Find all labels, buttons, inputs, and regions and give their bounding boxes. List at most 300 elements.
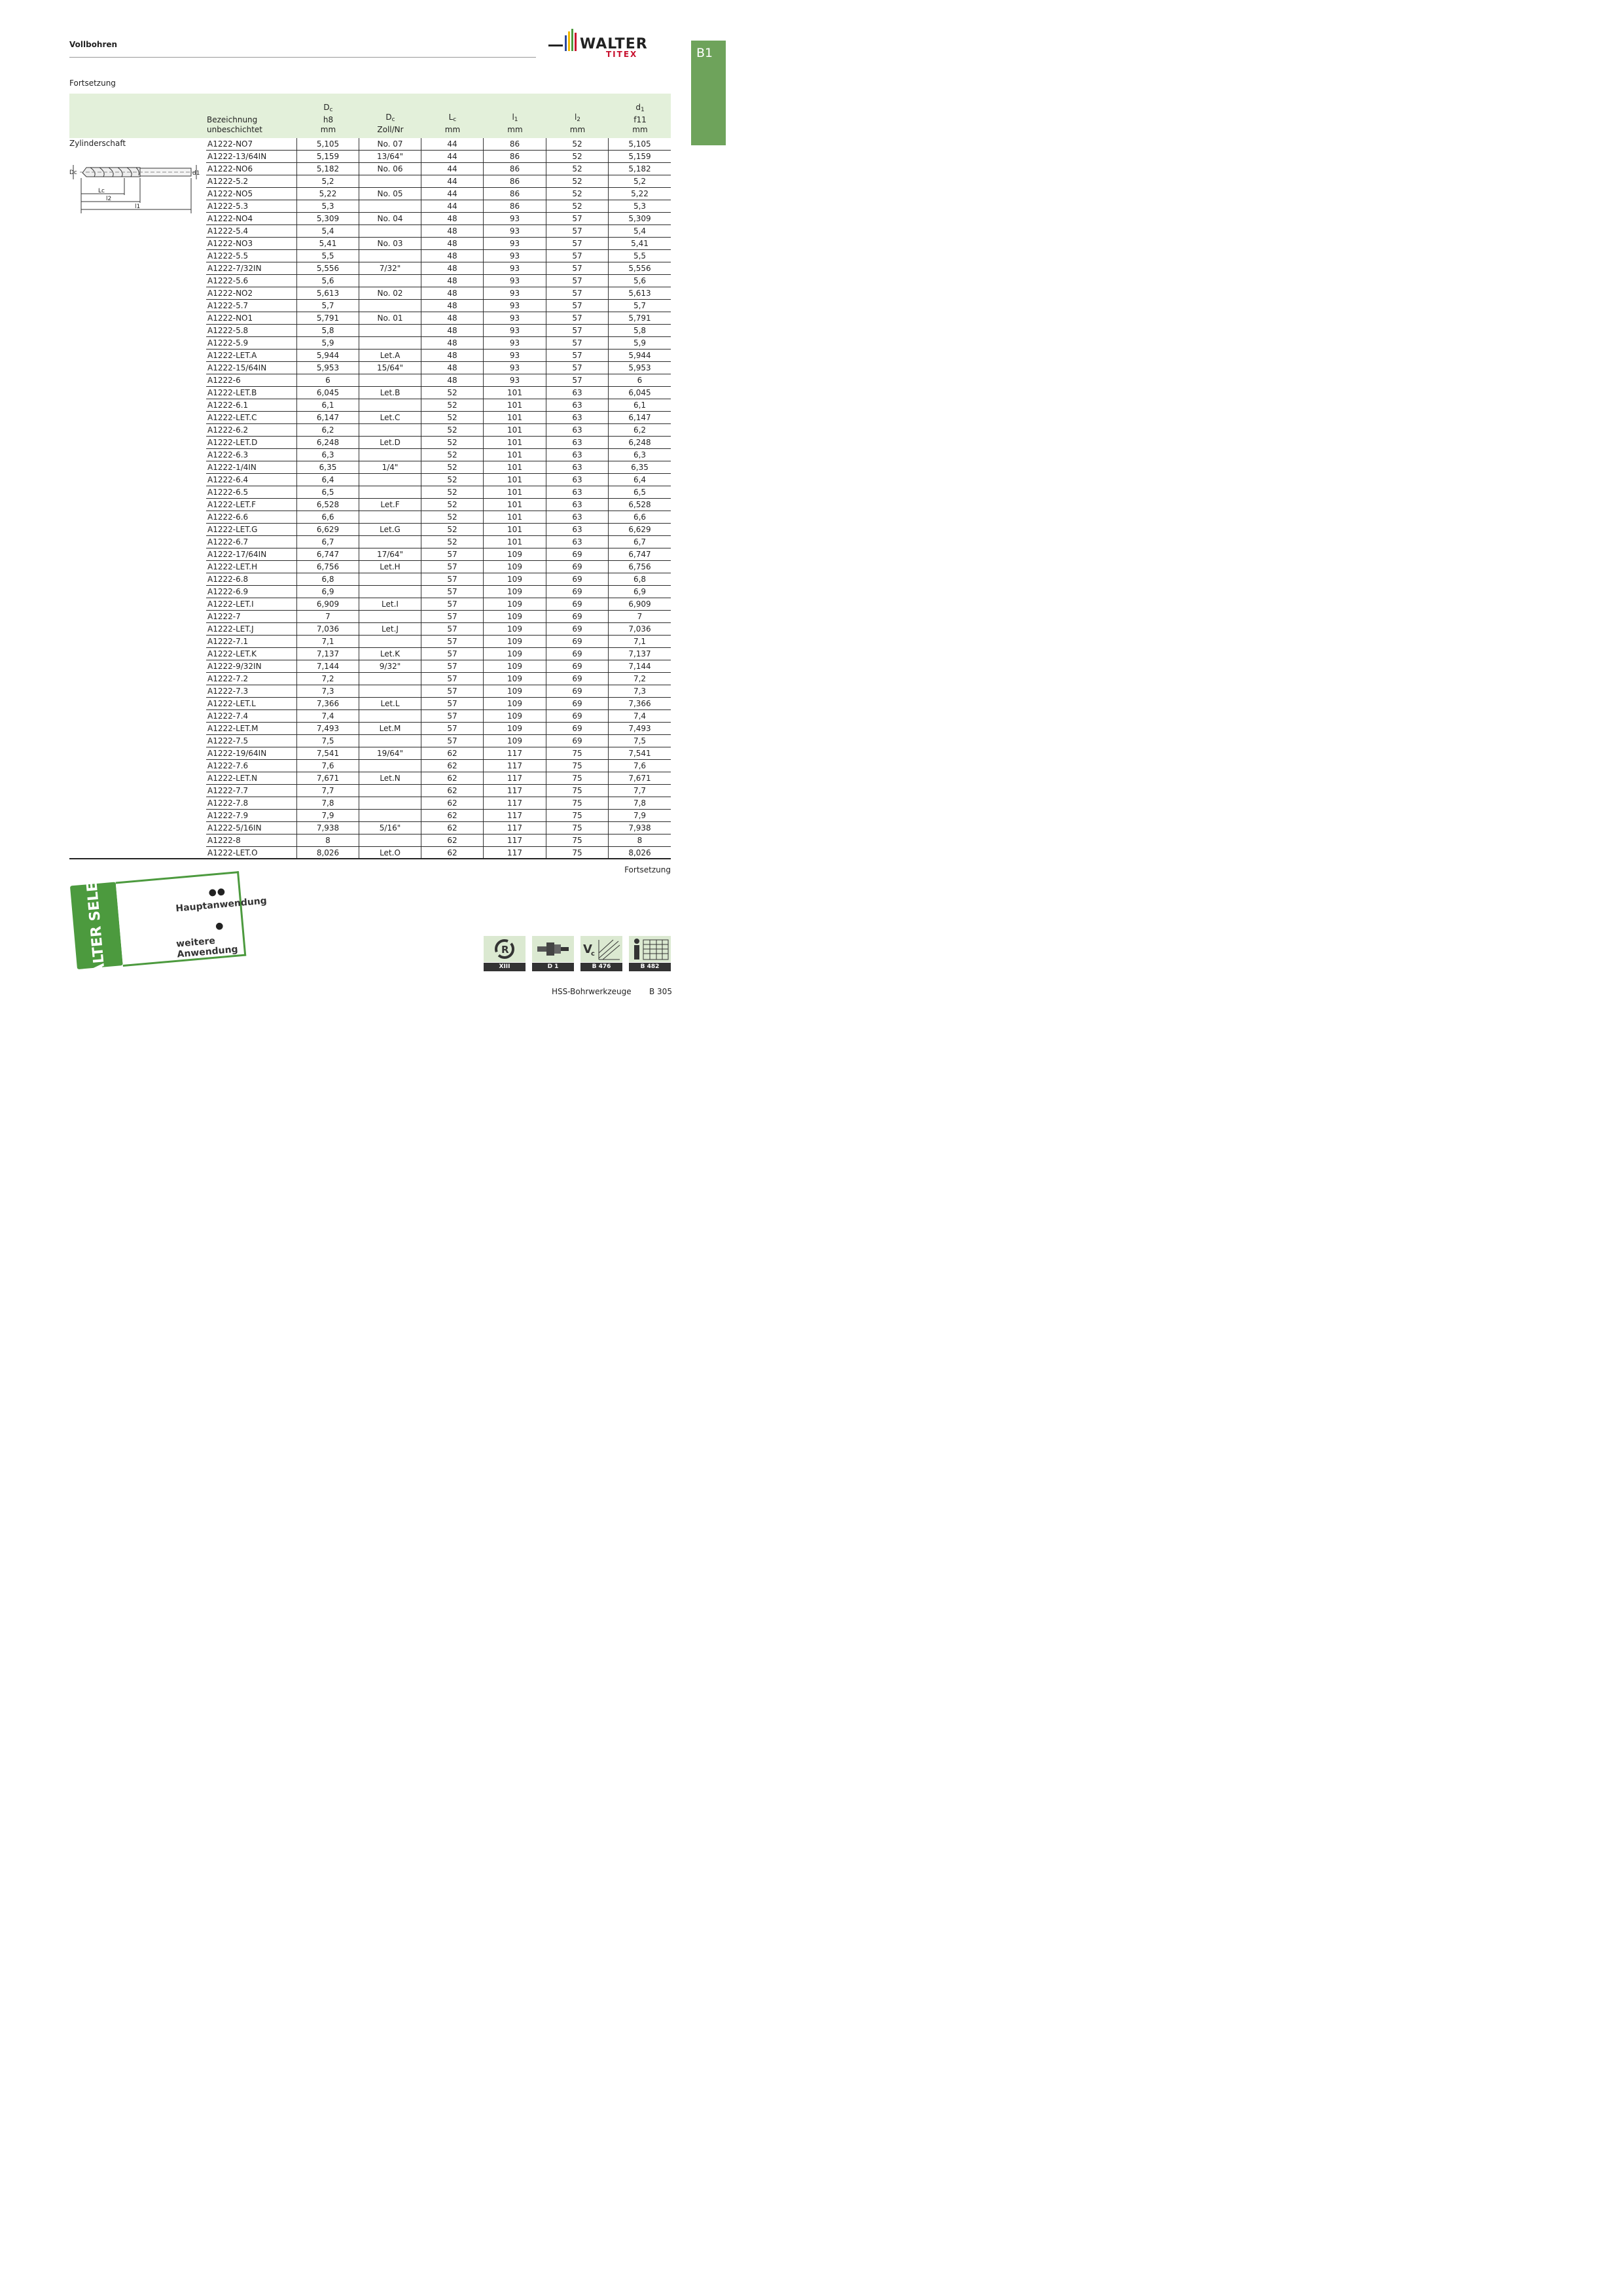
table-row <box>206 399 671 412</box>
cell-designation: A1222-LET.M <box>207 724 259 733</box>
table-row <box>206 238 671 250</box>
cell-lc: 52 <box>421 412 483 423</box>
cell-d1-f11: 6,5 <box>608 486 671 498</box>
table-row <box>206 337 671 350</box>
cell-designation: A1222-LET.J <box>207 624 254 634</box>
cell-l2: 69 <box>546 598 608 610</box>
cell-l1: 93 <box>483 325 546 336</box>
cell-dc-h8: 5,613 <box>296 287 359 299</box>
info-table-icon <box>629 936 671 962</box>
cell-designation: A1222-6.5 <box>207 488 249 497</box>
cell-dc-inch <box>359 325 421 336</box>
table-row <box>206 362 671 374</box>
cell-l1: 86 <box>483 175 546 187</box>
cell-l1: 93 <box>483 213 546 224</box>
cell-dc-h8: 7,8 <box>296 797 359 809</box>
cell-l2: 69 <box>546 561 608 573</box>
cell-d1-f11: 7,144 <box>608 660 671 672</box>
cell-lc: 52 <box>421 536 483 548</box>
cell-lc: 57 <box>421 561 483 573</box>
cell-dc-h8: 7,9 <box>296 810 359 821</box>
cell-designation: A1222-5.5 <box>207 251 249 260</box>
cell-l1: 109 <box>483 573 546 585</box>
cell-designation: A1222-NO3 <box>207 239 253 248</box>
cell-dc-inch: Let.M <box>359 723 421 734</box>
cell-dc-h8: 5,309 <box>296 213 359 224</box>
table-row <box>206 449 671 461</box>
table-row <box>206 275 671 287</box>
cell-dc-h8: 7,144 <box>296 660 359 672</box>
cell-dc-inch <box>359 300 421 312</box>
cell-l2: 69 <box>546 636 608 647</box>
cell-l2: 63 <box>546 412 608 423</box>
continuation-note-top: Fortsetzung <box>69 79 116 88</box>
svg-text:d1: d1 <box>192 170 200 177</box>
cell-lc: 52 <box>421 474 483 486</box>
cell-d1-f11: 7,938 <box>608 822 671 834</box>
cell-l1: 93 <box>483 250 546 262</box>
cell-dc-inch <box>359 735 421 747</box>
cell-designation: A1222-6 <box>207 376 241 385</box>
cell-l1: 117 <box>483 760 546 772</box>
cell-dc-h8: 5,159 <box>296 151 359 162</box>
footer-title: HSS-Bohrwerkzeuge <box>552 987 632 996</box>
table-row <box>206 225 671 238</box>
cell-dc-h8: 5,953 <box>296 362 359 374</box>
table-row <box>206 735 671 747</box>
cell-d1-f11: 7,1 <box>608 636 671 647</box>
cell-designation: A1222-LET.H <box>207 562 258 571</box>
drill-dimension-drawing <box>68 160 203 215</box>
cell-dc-inch: Let.H <box>359 561 421 573</box>
cell-l2: 75 <box>546 747 608 759</box>
cell-lc: 57 <box>421 685 483 697</box>
cell-l1: 109 <box>483 623 546 635</box>
cell-dc-h8: 5,3 <box>296 200 359 212</box>
cell-d1-f11: 6,629 <box>608 524 671 535</box>
header-dc-inch: $D_c$ Zoll/Nr <box>377 113 404 134</box>
cell-l1: 109 <box>483 735 546 747</box>
cell-lc: 48 <box>421 300 483 312</box>
cell-d1-f11: 8 <box>608 834 671 846</box>
cell-dc-h8: 6,1 <box>296 399 359 411</box>
cell-dc-inch: 1/4" <box>359 461 421 473</box>
table-row <box>206 511 671 524</box>
cell-d1-f11: 6,4 <box>608 474 671 486</box>
reference-label: D 1 <box>532 963 574 971</box>
cell-l2: 57 <box>546 262 608 274</box>
cell-d1-f11: 6,2 <box>608 424 671 436</box>
cell-lc: 48 <box>421 337 483 349</box>
cell-l2: 69 <box>546 673 608 685</box>
cell-l1: 109 <box>483 611 546 622</box>
cell-d1-f11: 6,528 <box>608 499 671 511</box>
cell-l1: 86 <box>483 188 546 200</box>
cell-dc-inch: Let.I <box>359 598 421 610</box>
cell-dc-inch <box>359 673 421 685</box>
table-row <box>206 611 671 623</box>
svg-text:R: R <box>501 944 509 956</box>
cell-l2: 63 <box>546 474 608 486</box>
cell-dc-inch <box>359 200 421 212</box>
cell-l2: 75 <box>546 785 608 797</box>
cell-designation: A1222-5/16IN <box>207 823 262 833</box>
cell-lc: 48 <box>421 275 483 287</box>
section-title: Vollbohren <box>69 40 118 49</box>
cell-l1: 93 <box>483 312 546 324</box>
header-dc-h8: $D_c$ h8 mm <box>320 103 336 134</box>
cell-dc-h8: 6 <box>296 374 359 386</box>
cell-designation: A1222-LET.O <box>207 848 258 857</box>
cell-dc-h8: 6,3 <box>296 449 359 461</box>
cell-dc-h8: 6,9 <box>296 586 359 598</box>
cell-dc-h8: 8 <box>296 834 359 846</box>
table-row <box>206 387 671 399</box>
cell-dc-inch <box>359 374 421 386</box>
cell-d1-f11: 5,2 <box>608 175 671 187</box>
table-row <box>206 250 671 262</box>
cell-designation: A1222-19/64IN <box>207 749 267 758</box>
cell-d1-f11: 5,159 <box>608 151 671 162</box>
cell-dc-h8: 5,791 <box>296 312 359 324</box>
table-row <box>206 723 671 735</box>
table-header <box>69 94 671 138</box>
cell-lc: 44 <box>421 200 483 212</box>
cell-l2: 52 <box>546 200 608 212</box>
cell-l2: 52 <box>546 151 608 162</box>
cell-dc-inch <box>359 449 421 461</box>
cell-designation: A1222-5.7 <box>207 301 249 310</box>
cell-dc-h8: 7,1 <box>296 636 359 647</box>
cell-l1: 109 <box>483 723 546 734</box>
cell-l1: 93 <box>483 350 546 361</box>
cell-lc: 62 <box>421 772 483 784</box>
cell-dc-h8: 5,9 <box>296 337 359 349</box>
cell-l1: 93 <box>483 337 546 349</box>
cell-d1-f11: 8,026 <box>608 847 671 859</box>
cell-dc-h8: 5,182 <box>296 163 359 175</box>
cell-d1-f11: 5,613 <box>608 287 671 299</box>
cell-l2: 69 <box>546 685 608 697</box>
cell-l2: 57 <box>546 312 608 324</box>
cell-designation: A1222-LET.I <box>207 600 254 609</box>
cell-d1-f11: 7 <box>608 611 671 622</box>
cell-l1: 86 <box>483 138 546 150</box>
product-table <box>206 138 671 859</box>
table-row <box>206 586 671 598</box>
cell-dc-h8: 5,944 <box>296 350 359 361</box>
cell-l1: 101 <box>483 449 546 461</box>
cell-dc-inch: No. 02 <box>359 287 421 299</box>
cell-designation: A1222-5.4 <box>207 226 249 236</box>
cell-l2: 69 <box>546 573 608 585</box>
cell-dc-h8: 6,8 <box>296 573 359 585</box>
cell-l1: 109 <box>483 548 546 560</box>
reference-regrind[interactable] <box>484 936 526 971</box>
cell-d1-f11: 6,1 <box>608 399 671 411</box>
header-l2: $l_2$ mm <box>569 113 586 134</box>
cell-d1-f11: 5,791 <box>608 312 671 324</box>
cell-lc: 48 <box>421 325 483 336</box>
table-row <box>206 822 671 834</box>
cell-l2: 52 <box>546 175 608 187</box>
cell-lc: 57 <box>421 735 483 747</box>
cell-dc-inch <box>359 250 421 262</box>
cell-dc-h8: 7 <box>296 611 359 622</box>
cell-designation: A1222-7.2 <box>207 674 249 683</box>
cell-lc: 57 <box>421 698 483 709</box>
cell-dc-h8: 7,3 <box>296 685 359 697</box>
table-row <box>206 325 671 337</box>
cell-l2: 69 <box>546 723 608 734</box>
cell-dc-h8: 7,6 <box>296 760 359 772</box>
cell-l2: 57 <box>546 250 608 262</box>
cell-dc-inch <box>359 636 421 647</box>
cell-dc-h8: 6,629 <box>296 524 359 535</box>
cell-dc-inch: 5/16" <box>359 822 421 834</box>
table-row <box>206 747 671 760</box>
header-d1-f11: $d_1$ f11 mm <box>632 103 648 134</box>
header-divider <box>69 57 536 58</box>
cell-l2: 69 <box>546 586 608 598</box>
cell-d1-f11: 5,3 <box>608 200 671 212</box>
cell-lc: 48 <box>421 213 483 224</box>
cell-l1: 93 <box>483 300 546 312</box>
cell-lc: 57 <box>421 623 483 635</box>
cell-lc: 48 <box>421 225 483 237</box>
cell-designation: A1222-7.1 <box>207 637 249 646</box>
cell-d1-f11: 5,7 <box>608 300 671 312</box>
cell-lc: 57 <box>421 598 483 610</box>
cell-lc: 62 <box>421 847 483 859</box>
cell-lc: 52 <box>421 387 483 399</box>
cell-designation: A1222-6.1 <box>207 401 249 410</box>
cell-designation: A1222-6.4 <box>207 475 249 484</box>
cell-designation: A1222-6.2 <box>207 425 249 435</box>
cell-dc-h8: 6,747 <box>296 548 359 560</box>
table-row <box>206 188 671 200</box>
cell-l2: 63 <box>546 424 608 436</box>
cell-l2: 69 <box>546 735 608 747</box>
cell-dc-inch: Let.L <box>359 698 421 709</box>
cell-dc-inch: 15/64" <box>359 362 421 374</box>
cell-l2: 57 <box>546 238 608 249</box>
cell-d1-f11: 5,41 <box>608 238 671 249</box>
cell-dc-inch: 13/64" <box>359 151 421 162</box>
svg-text:V: V <box>583 942 592 956</box>
cell-l1: 101 <box>483 424 546 436</box>
table-row <box>206 151 671 163</box>
cell-l2: 63 <box>546 437 608 448</box>
cell-l1: 101 <box>483 536 546 548</box>
cell-l1: 117 <box>483 810 546 821</box>
cell-lc: 57 <box>421 611 483 622</box>
cell-dc-h8: 5,8 <box>296 325 359 336</box>
cell-dc-inch: No. 07 <box>359 138 421 150</box>
cell-l1: 117 <box>483 772 546 784</box>
cell-dc-inch <box>359 760 421 772</box>
table-row <box>206 660 671 673</box>
cell-dc-h8: 8,026 <box>296 847 359 859</box>
cell-l2: 57 <box>546 275 608 287</box>
cell-lc: 48 <box>421 250 483 262</box>
cell-dc-h8: 5,2 <box>296 175 359 187</box>
cell-designation: A1222-8 <box>207 836 241 845</box>
table-row <box>206 350 671 362</box>
cell-d1-f11: 7,137 <box>608 648 671 660</box>
cell-d1-f11: 5,105 <box>608 138 671 150</box>
cell-designation: A1222-NO6 <box>207 164 253 173</box>
table-bottom-rule <box>69 858 671 859</box>
cell-l2: 75 <box>546 834 608 846</box>
cell-lc: 62 <box>421 822 483 834</box>
cell-l1: 93 <box>483 287 546 299</box>
cell-l2: 63 <box>546 536 608 548</box>
svg-text:WALTER: WALTER <box>580 36 648 52</box>
cell-dc-inch <box>359 424 421 436</box>
svg-text:c: c <box>591 950 595 958</box>
cell-dc-h8: 6,2 <box>296 424 359 436</box>
cell-lc: 62 <box>421 747 483 759</box>
cell-designation: A1222-7.5 <box>207 736 249 745</box>
cell-d1-f11: 6,248 <box>608 437 671 448</box>
cell-dc-inch: 17/64" <box>359 548 421 560</box>
reference-toolholder[interactable] <box>532 936 574 971</box>
cell-l1: 101 <box>483 499 546 511</box>
cell-l1: 109 <box>483 660 546 672</box>
header-l1: $l_1$ mm <box>507 113 523 134</box>
cell-dc-h8: 6,6 <box>296 511 359 523</box>
cell-designation: A1222-NO1 <box>207 314 253 323</box>
cell-d1-f11: 7,8 <box>608 797 671 809</box>
svg-text:Dc: Dc <box>69 170 77 176</box>
cell-designation: A1222-LET.A <box>207 351 257 360</box>
cell-designation: A1222-17/64IN <box>207 550 267 559</box>
cell-lc: 57 <box>421 586 483 598</box>
walter-select-legend <box>70 861 268 991</box>
table-row <box>206 213 671 225</box>
cell-designation: A1222-7.8 <box>207 798 249 808</box>
svg-text:TITEX: TITEX <box>606 50 638 59</box>
cell-dc-inch: 19/64" <box>359 747 421 759</box>
cell-lc: 57 <box>421 660 483 672</box>
cell-dc-h8: 5,4 <box>296 225 359 237</box>
reference-label: B 482 <box>629 963 671 971</box>
cell-dc-inch: Let.K <box>359 648 421 660</box>
cell-d1-f11: 5,9 <box>608 337 671 349</box>
cell-lc: 52 <box>421 424 483 436</box>
cell-dc-h8: 7,938 <box>296 822 359 834</box>
cell-dc-h8: 6,756 <box>296 561 359 573</box>
table-row <box>206 163 671 175</box>
cell-designation: A1222-NO5 <box>207 189 253 198</box>
cell-dc-inch: Let.G <box>359 524 421 535</box>
table-row <box>206 648 671 660</box>
cell-l2: 63 <box>546 387 608 399</box>
cell-dc-inch: 7/32" <box>359 262 421 274</box>
cell-dc-h8: 5,6 <box>296 275 359 287</box>
cell-l1: 109 <box>483 673 546 685</box>
cell-designation: A1222-LET.L <box>207 699 256 708</box>
cell-dc-h8: 7,036 <box>296 623 359 635</box>
cell-dc-inch: Let.F <box>359 499 421 511</box>
cell-l1: 101 <box>483 399 546 411</box>
cell-dc-inch <box>359 797 421 809</box>
cell-dc-inch: No. 06 <box>359 163 421 175</box>
cell-dc-h8: 7,7 <box>296 785 359 797</box>
cell-d1-f11: 6,35 <box>608 461 671 473</box>
cell-dc-inch <box>359 785 421 797</box>
cell-designation: A1222-7 <box>207 612 241 621</box>
primary-dots-icon: ●● <box>207 886 226 899</box>
reference-label: B 476 <box>580 963 622 971</box>
cell-d1-f11: 6,756 <box>608 561 671 573</box>
table-row <box>206 524 671 536</box>
cell-d1-f11: 5,4 <box>608 225 671 237</box>
table-row <box>206 499 671 511</box>
cell-l1: 101 <box>483 437 546 448</box>
cell-l1: 109 <box>483 710 546 722</box>
cell-dc-inch <box>359 685 421 697</box>
cell-designation: A1222-7.7 <box>207 786 249 795</box>
cell-dc-inch: Let.A <box>359 350 421 361</box>
cell-designation: A1222-7.6 <box>207 761 249 770</box>
cell-designation: A1222-LET.K <box>207 649 257 658</box>
cell-l2: 52 <box>546 188 608 200</box>
cell-lc: 57 <box>421 710 483 722</box>
cell-d1-f11: 7,493 <box>608 723 671 734</box>
walter-select-stamp: WALTER SELECT <box>70 882 123 969</box>
reference-info-table[interactable] <box>629 936 671 971</box>
cell-d1-f11: 7,366 <box>608 698 671 709</box>
cell-lc: 48 <box>421 287 483 299</box>
table-row <box>206 561 671 573</box>
cell-lc: 44 <box>421 188 483 200</box>
table-row <box>206 138 671 151</box>
cell-dc-inch <box>359 337 421 349</box>
primary-application-label: Hauptanwendung <box>175 895 268 914</box>
cell-l2: 69 <box>546 623 608 635</box>
cell-dc-h8: 5,22 <box>296 188 359 200</box>
cell-dc-inch <box>359 834 421 846</box>
cell-d1-f11: 6,9 <box>608 586 671 598</box>
cell-l2: 63 <box>546 399 608 411</box>
cell-dc-inch <box>359 486 421 498</box>
cell-dc-inch: No. 04 <box>359 213 421 224</box>
cell-dc-h8: 6,4 <box>296 474 359 486</box>
table-row <box>206 486 671 499</box>
cell-l1: 109 <box>483 685 546 697</box>
cell-designation: A1222-5.3 <box>207 202 249 211</box>
cell-l1: 109 <box>483 648 546 660</box>
chapter-tab <box>691 41 726 145</box>
cell-dc-h8: 6,5 <box>296 486 359 498</box>
cell-dc-inch <box>359 611 421 622</box>
table-row <box>206 424 671 437</box>
cell-designation: A1222-LET.C <box>207 413 257 422</box>
table-row <box>206 710 671 723</box>
cell-designation: A1222-LET.D <box>207 438 258 447</box>
chapter-tab-label: B1 <box>696 46 713 60</box>
cell-l1: 101 <box>483 486 546 498</box>
reference-cutting-data[interactable] <box>580 936 622 971</box>
cell-lc: 52 <box>421 461 483 473</box>
cell-dc-inch <box>359 275 421 287</box>
cell-dc-h8: 7,366 <box>296 698 359 709</box>
cell-lc: 44 <box>421 175 483 187</box>
cell-l1: 117 <box>483 797 546 809</box>
cell-l2: 69 <box>546 660 608 672</box>
